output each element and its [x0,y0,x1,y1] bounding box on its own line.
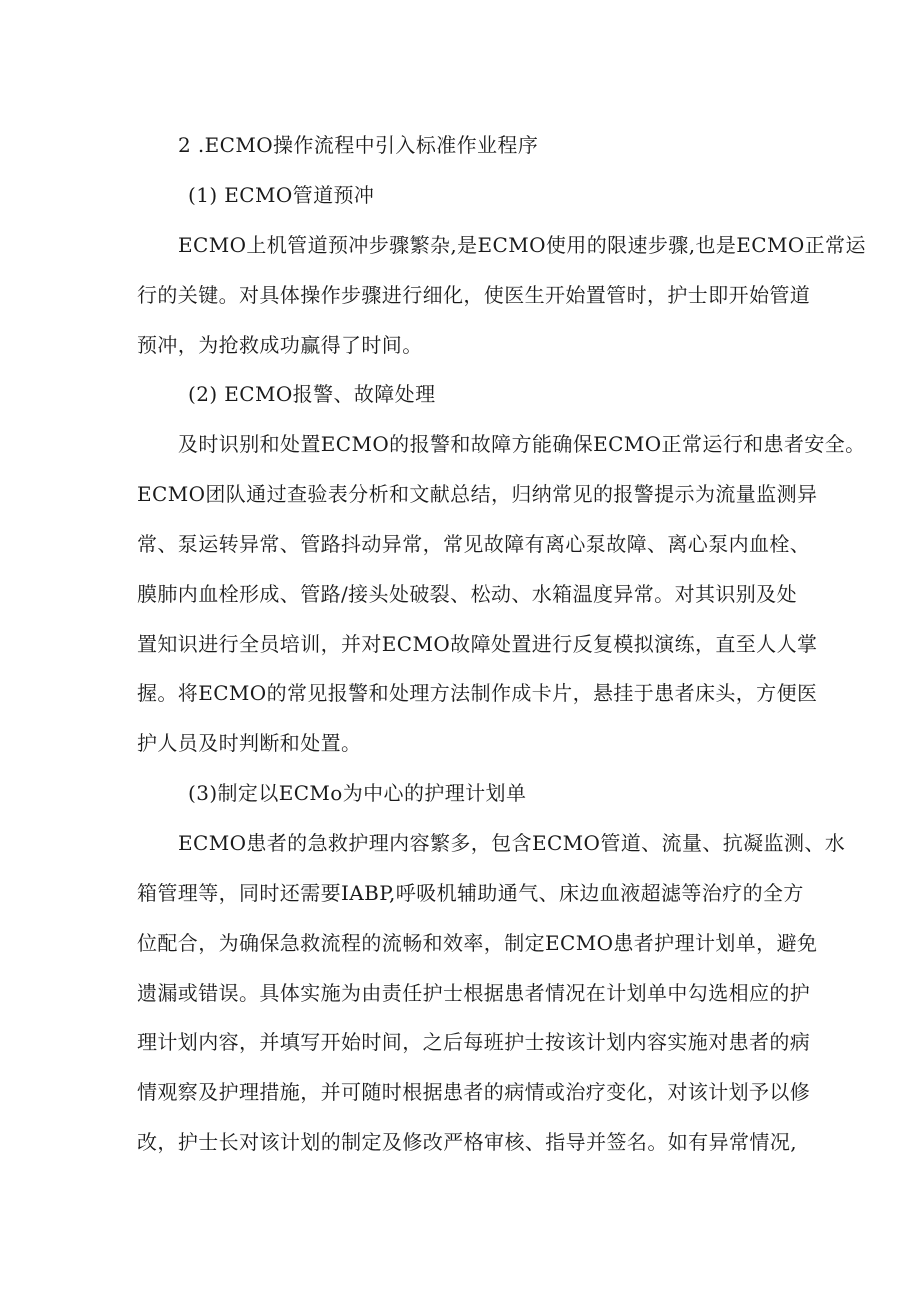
paragraph-line: 及时识别和处置ECMO的报警和故障方能确保ECMO正常运行和患者安全。 [178,432,866,456]
paragraph-line: 置知识进行全员培训，并对ECMO故障处置进行反复模拟演练，直至人人掌 [137,632,818,656]
paragraph-line: 膜肺内血栓形成、管路/接头处破裂、松动、水箱温度异常。对其识别及处 [137,582,797,606]
subheading-care-plan: (3)制定以ECMo为中心的护理计划单 [188,781,527,805]
paragraph-line: 箱管理等，同时还需要IABP,呼吸机辅助通气、床边血液超滤等治疗的全方 [137,881,804,905]
paragraph-line: 位配合，为确保急救流程的流畅和效率，制定ECMO患者护理计划单，避免 [137,931,818,955]
subheading-alarm-handling: (2) ECMO报警、故障处理 [188,382,436,406]
paragraph-line: 护人员及时判断和处置。 [137,731,362,755]
paragraph-line: 理计划内容，并填写开始时间，之后每班护士按该计划内容实施对患者的病 [137,1030,811,1054]
paragraph-line: 行的关键。对具体操作步骤进行细化，使医生开始置管时，护士即开始管道 [137,283,811,307]
paragraph-line: 遗漏或错误。具体实施为由责任护士根据患者情况在计划单中勾选相应的护 [137,981,811,1005]
paragraph-line: ECMO上机管道预冲步骤繁杂,是ECMO使用的限速步骤,也是ECMO正常运 [178,233,866,257]
paragraph-line: 情观察及护理措施，并可随时根据患者的病情或治疗变化，对该计划予以修 [137,1080,811,1104]
paragraph-line: ECMO患者的急救护理内容繁多，包含ECMO管道、流量、抗凝监测、水 [178,831,846,855]
subheading-pipeline-priming: (1) ECMO管道预冲 [188,183,375,207]
paragraph-line: ECMO团队通过查验表分析和文献总结，归纳常见的报警提示为流量监测异 [137,482,818,506]
paragraph-line: 改，护士长对该计划的制定及修改严格审核、指导并签名。如有异常情况, [137,1130,797,1154]
paragraph-line: 预冲，为抢救成功赢得了时间。 [137,333,423,357]
section-heading: 2 .ECMO操作流程中引入标准作业程序 [178,133,539,157]
paragraph-line: 握。将ECMO的常见报警和处理方法制作成卡片，悬挂于患者床头，方便医 [137,681,818,705]
paragraph-line: 常、泵运转异常、管路抖动异常，常见故障有离心泵故障、离心泵内血栓、 [137,532,811,556]
